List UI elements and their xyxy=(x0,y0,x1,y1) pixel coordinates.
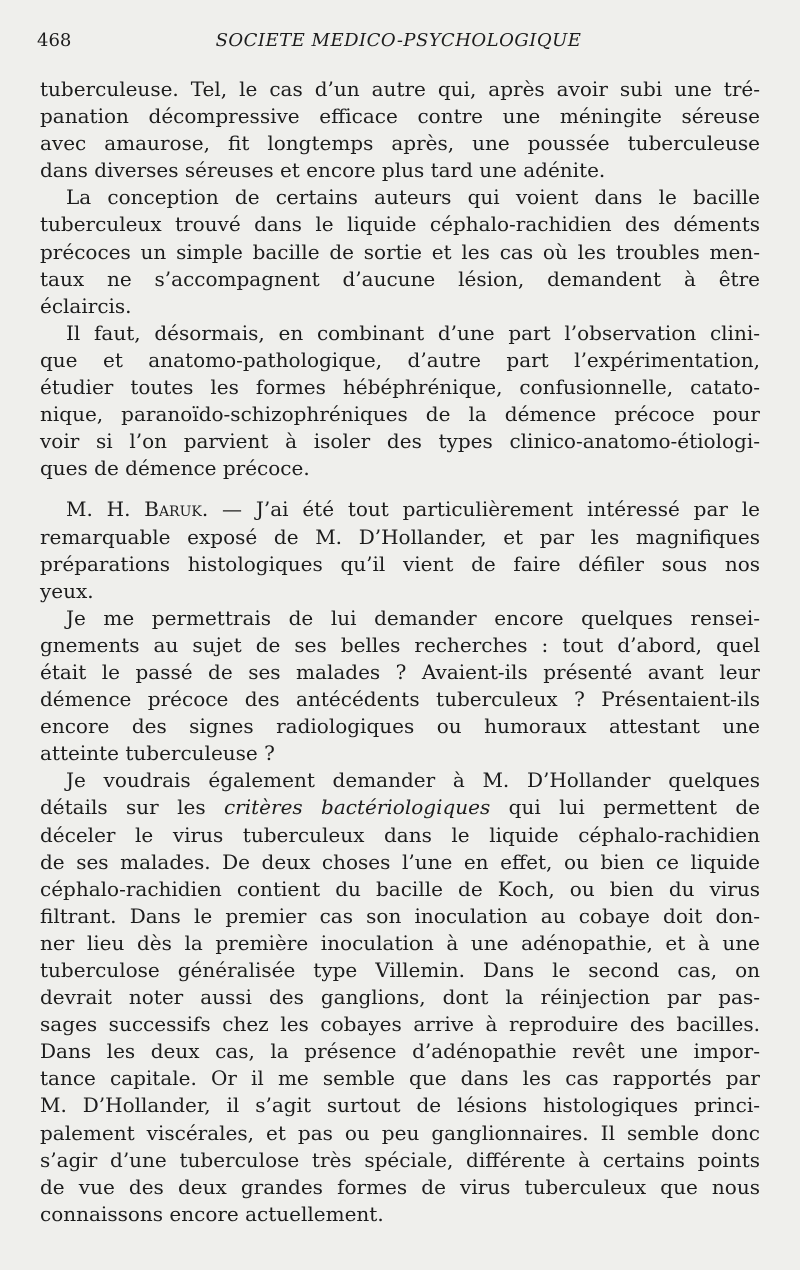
text-line: éclaircis. xyxy=(40,293,132,318)
paragraph xyxy=(40,184,760,319)
body-text xyxy=(40,76,760,1228)
text-line: nique, paranoïdo-schizophréniques de la démence précoce pour xyxy=(40,402,760,427)
text-line: encore des signes radiologiques ou humoraux attestant une xyxy=(40,714,760,739)
text-line: remarquable exposé de M. D’Hollander, et par les magnifiques xyxy=(40,524,760,549)
text-line: était le passé de ses malades ? Avaient-ils présenté avant leur xyxy=(40,659,760,684)
text-line: avec amaurose, fit longtemps après, une poussée tuberculeuse xyxy=(40,131,760,156)
page-header xyxy=(37,30,760,62)
text-segment: détails sur les xyxy=(40,795,224,820)
text-line: tuberculeuse. Tel, le cas d’un autre qui, après avoir subi une tré- xyxy=(40,77,760,101)
text-line: de vue des deux grandes formes de virus tuberculeux que nous xyxy=(40,1174,760,1199)
text-line: céphalo-rachidien contient du bacille de Koch, ou bien du virus xyxy=(40,876,760,901)
text-line: atteinte tuberculeuse ? xyxy=(40,741,275,766)
paragraph-gap xyxy=(40,482,760,496)
text-line: tuberculeux trouvé dans le liquide céphalo-rachidien des déments xyxy=(40,212,760,237)
text-line: Je me permettrais de lui demander encore quelques rensei- xyxy=(66,605,760,630)
text-line: panation décompressive efficace contre une méningite séreuse xyxy=(40,104,760,129)
running-title: SOCIETE MEDICO-PSYCHOLOGIQUE xyxy=(215,30,582,51)
text-line: sages successifs chez les cobayes arrive à reproduire des bacilles. xyxy=(40,1012,760,1037)
paragraph xyxy=(40,76,760,184)
text-line: ner lieu dès la première inoculation à une adénopathie, et à une xyxy=(40,930,760,955)
page-number: 468 xyxy=(37,30,72,51)
text-line: démence précoce des antécédents tuberculeux ? Présentaient-ils xyxy=(40,687,760,712)
paragraph xyxy=(40,767,760,1228)
speaker-name: Baruk xyxy=(144,497,202,522)
speaker-line-rest: . — J’ai été tout particulièrement intéressé par le xyxy=(201,497,761,522)
text-line: filtrant. Dans le premier cas son inoculation au cobaye doit don- xyxy=(40,903,760,928)
text-line xyxy=(40,794,760,821)
text-line: précoces un simple bacille de sortie et les cas où les troubles men- xyxy=(40,239,760,264)
text-line: connaissons encore actuellement. xyxy=(40,1201,384,1226)
text-line: préparations histologiques qu’il vient de faire défiler sous nos xyxy=(40,551,760,576)
text-line: La conception de certains auteurs qui voient dans le bacille xyxy=(66,185,760,210)
text-line: s’agir d’une tuberculose très spéciale, différente à certains points xyxy=(40,1147,760,1172)
text-line: Dans les deux cas, la présence d’adénopathie revêt une impor- xyxy=(40,1039,760,1064)
text-line xyxy=(40,496,760,523)
text-line: tuberculose généralisée type Villemin. Dans le second cas, on xyxy=(40,958,760,982)
paragraph xyxy=(40,320,760,483)
italic-phrase: critères bactériologiques xyxy=(223,795,491,820)
text-segment: qui lui permettent de xyxy=(490,795,760,820)
text-line: palement viscérales, et pas ou peu ganglionnaires. Il semble donc xyxy=(40,1120,760,1145)
text-line: que et anatomo-pathologique, d’autre part l’expérimentation, xyxy=(40,347,760,372)
text-line: étudier toutes les formes hébéphrénique, confusionnelle, catato- xyxy=(40,375,760,400)
text-line: tance capitale. Or il me semble que dans les cas rapportés par xyxy=(40,1066,760,1091)
text-line: yeux. xyxy=(40,578,94,603)
text-line: gnements au sujet de ses belles recherches : tout d’abord, quel xyxy=(40,632,760,657)
paragraph xyxy=(40,605,760,768)
text-line: ques de démence précoce. xyxy=(40,456,310,481)
text-line: taux ne s’accompagnent d’aucune lésion, demandent à être xyxy=(40,266,760,291)
text-line: déceler le virus tuberculeux dans le liquide céphalo-rachidien xyxy=(40,822,760,847)
text-line: de ses malades. De deux choses l’une en effet, ou bien ce liquide xyxy=(40,849,760,874)
text-line: M. D’Hollander, il s’agit surtout de lésions histologiques princi- xyxy=(40,1093,760,1118)
speaker-prefix: M. H. xyxy=(66,497,145,522)
text-line: devrait noter aussi des ganglions, dont la réinjection par pas- xyxy=(40,985,760,1010)
text-line: Je voudrais également demander à M. D’Hollander quelques xyxy=(66,768,760,793)
text-line: Il faut, désormais, en combinant d’une part l’observation clini- xyxy=(66,320,760,345)
text-line: voir si l’on parvient à isoler des types clinico-anatomo-étiologi- xyxy=(40,429,760,454)
paragraph xyxy=(40,496,760,604)
text-line: dans diverses séreuses et encore plus tard une adénite. xyxy=(40,158,606,183)
